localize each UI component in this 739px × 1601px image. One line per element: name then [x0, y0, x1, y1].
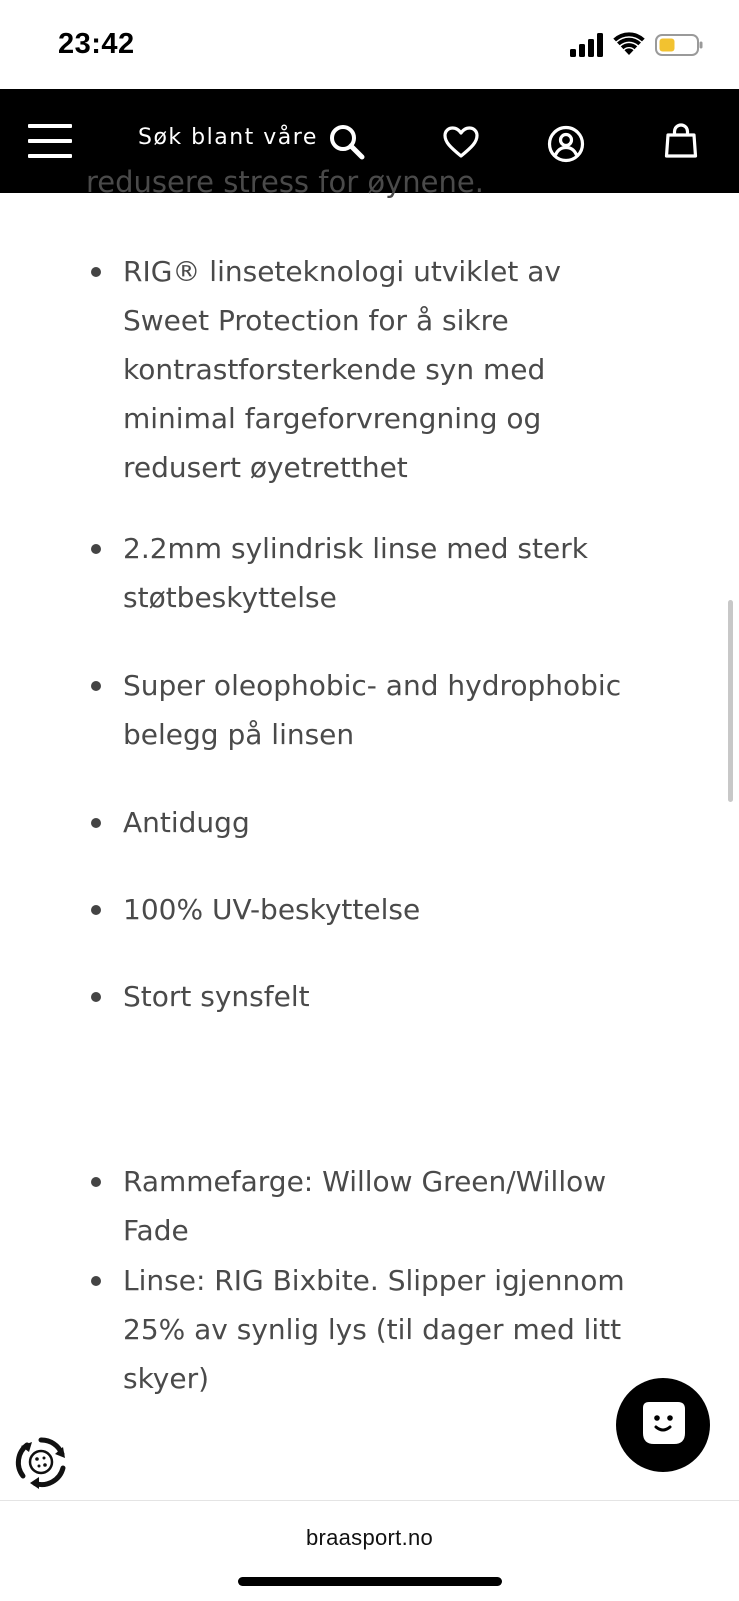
status-icons [569, 33, 703, 57]
url-text[interactable]: braasport.no [305, 1525, 434, 1550]
bullet-dot [91, 681, 101, 691]
signal-icon [569, 33, 603, 57]
scrollbar-thumb[interactable] [728, 600, 733, 802]
cart-icon[interactable] [663, 122, 699, 160]
search-icon[interactable] [328, 123, 366, 161]
cookie-settings-icon[interactable] [13, 1434, 69, 1490]
list-item-text: Linse: RIG Bixbite. Slipper igjennom 25% av synlig lys (til dager med litt skyer) [123, 1264, 625, 1395]
list-item-text: 2.2mm sylindrisk linse med sterk støtbeskyttelse [123, 532, 588, 614]
bullet-dot [91, 992, 101, 1002]
account-icon[interactable] [546, 124, 586, 164]
bullet-dot [91, 818, 101, 828]
home-indicator[interactable] [238, 1577, 502, 1586]
menu-button[interactable] [28, 124, 72, 158]
search-input[interactable]: Søk blant våre [138, 125, 318, 150]
list-item-text: Rammefarge: Willow Green/Willow Fade [123, 1165, 607, 1247]
browser-address-bar [0, 1500, 739, 1601]
list-item-text: RIG® linseteknologi utviklet av Sweet Protection for å sikre kontrastforsterkende syn med minimal fargeforvrengning og redusert øyetretthet [123, 255, 561, 484]
bullet-dot [91, 905, 101, 915]
bullet-dot [91, 1177, 101, 1187]
chat-button[interactable] [616, 1378, 710, 1472]
product-description [0, 165, 739, 1500]
list-item-text: 100% UV-beskyttelse [123, 893, 421, 926]
wifi-icon [613, 33, 645, 57]
list-item-text: Super oleophobic- and hydrophobic belegg på linsen [123, 669, 622, 751]
list-item-text: Antidugg [123, 806, 250, 839]
heart-icon[interactable] [442, 125, 480, 159]
chat-icon [616, 1378, 710, 1472]
status-bar [0, 0, 739, 89]
bullet-dot [91, 544, 101, 554]
battery-icon [655, 33, 703, 57]
bullet-dot [91, 1276, 101, 1286]
list-item-text: Stort synsfelt [123, 980, 310, 1013]
description-text-cut: redusere stress for øynene. [86, 165, 484, 199]
status-time: 23:42 [58, 28, 135, 60]
bullet-dot [91, 267, 101, 277]
